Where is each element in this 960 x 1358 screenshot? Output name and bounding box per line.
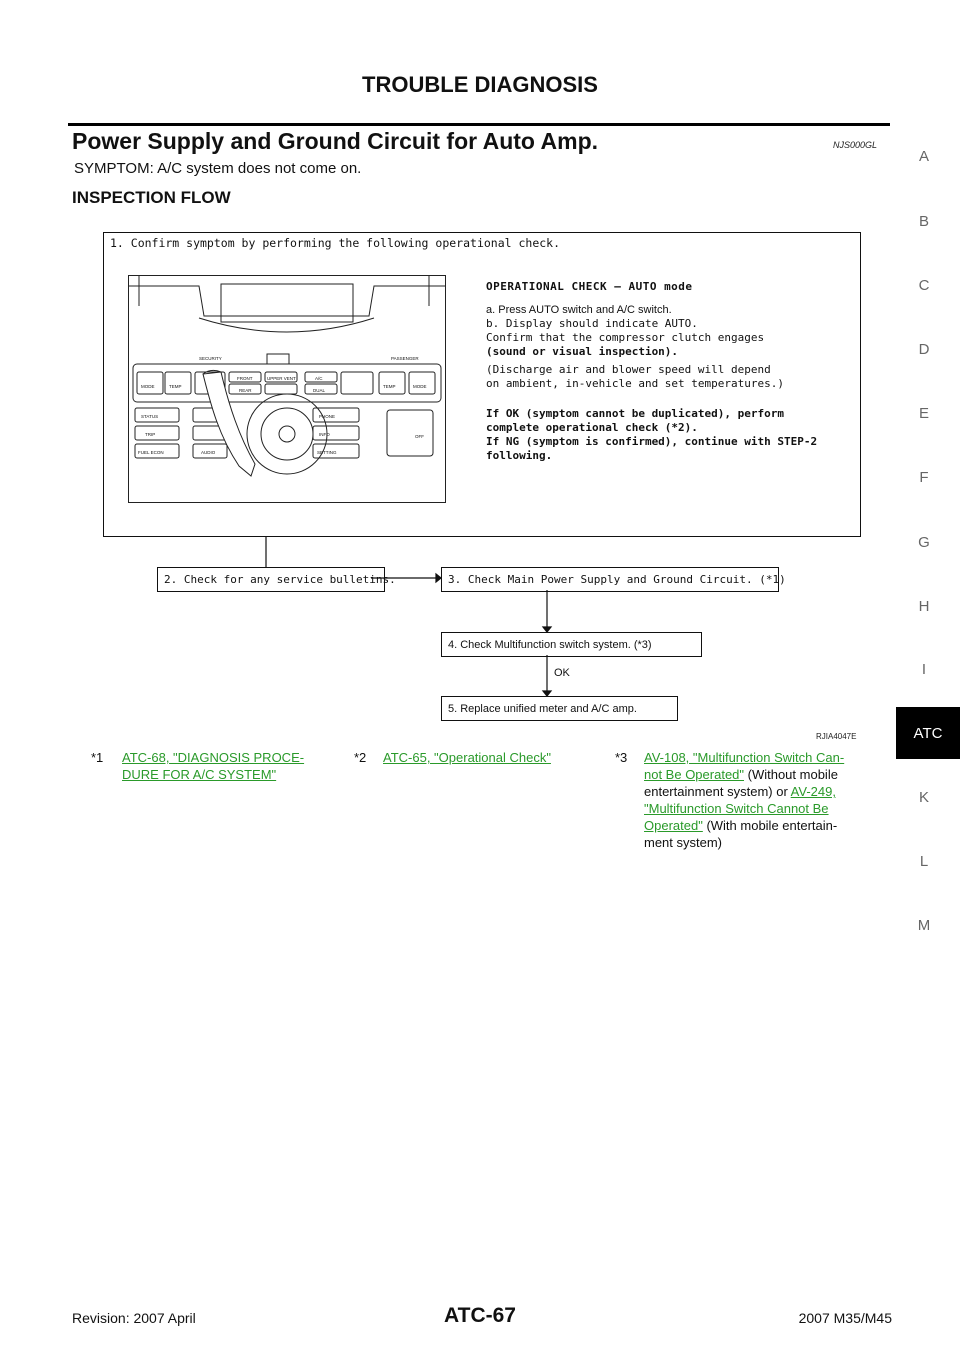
- panel-label-fuel-econ: FUEL ECON: [138, 450, 164, 455]
- panel-label-mode-right: MODE: [413, 384, 427, 389]
- step1-text: 1. Confirm symptom by performing the following operational check.: [110, 236, 561, 250]
- side-index-b[interactable]: B: [918, 213, 929, 230]
- panel-label-off: OFF: [415, 434, 424, 439]
- op-line-f: on ambient, in-vehicle and set temperatures.): [486, 377, 785, 390]
- footer-page-number: ATC-67: [444, 1304, 516, 1327]
- section-code: NJS000GL: [833, 140, 878, 150]
- footer-revision: Revision: 2007 April: [72, 1310, 196, 1326]
- footnote-3-link-line3[interactable]: AV-249,: [790, 784, 836, 799]
- panel-label-status: STATUS: [141, 414, 159, 419]
- footnote-3-link-line5[interactable]: Operated": [644, 818, 703, 833]
- panel-label-front: FRONT: [237, 376, 253, 381]
- step2-box: 2. Check for any service bulletins.: [157, 567, 385, 592]
- side-index-d[interactable]: D: [918, 341, 930, 358]
- side-index-i[interactable]: I: [921, 661, 927, 678]
- subheading: INSPECTION FLOW: [72, 188, 231, 207]
- control-panel-drawing: [129, 276, 445, 502]
- panel-label-upper-vent: UPPER VENT: [267, 376, 296, 381]
- step5-box: 5. Replace unified meter and A/C amp.: [441, 696, 678, 721]
- footnote-2-body: [383, 749, 551, 766]
- op-line-j: following.: [486, 449, 553, 462]
- footnote-3-text-line2: (Without mobile: [744, 767, 838, 782]
- side-index-c[interactable]: C: [918, 277, 930, 294]
- footnote-3-link-line1[interactable]: AV-108, "Multifunction Switch Can-: [644, 750, 845, 765]
- symptom-text: SYMPTOM: A/C system does not come on.: [74, 160, 362, 177]
- op-line-b: b. Display should indicate AUTO.: [486, 317, 698, 330]
- footnote-1-body: [122, 749, 304, 783]
- panel-label-audio: AUDIO: [201, 450, 216, 455]
- op-line-a: a. Press AUTO switch and A/C switch.: [486, 304, 672, 316]
- panel-label-security: SECURITY: [199, 356, 222, 361]
- panel-label-trip: TRIP: [145, 432, 156, 437]
- panel-label-info: INFO: [319, 432, 330, 437]
- footnote-2-link[interactable]: ATC-65, "Operational Check": [383, 750, 551, 765]
- footnote-3-body: [644, 749, 874, 851]
- panel-label-phone: PHONE: [319, 414, 336, 419]
- footnote-3-mark: *3: [615, 750, 628, 765]
- footnote-3-text-line5: (With mobile entertain-: [702, 818, 838, 833]
- side-index-f[interactable]: F: [919, 469, 929, 486]
- panel-label-passenger: PASSENGER: [391, 356, 419, 361]
- side-index-h[interactable]: H: [918, 598, 930, 615]
- op-line-c: Confirm that the compressor clutch engages: [486, 331, 765, 344]
- panel-label-dual: DUAL: [313, 388, 326, 393]
- footnote-3-link-line2[interactable]: not Be Operated": [644, 767, 745, 782]
- ok-label: OK: [554, 667, 570, 679]
- footnote-3-text-line6: ment system): [644, 835, 723, 850]
- footer-model: 2007 M35/M45: [798, 1310, 892, 1326]
- op-line-g: If OK (symptom cannot be duplicated), perform: [486, 407, 785, 420]
- panel-label-setting: SETTING: [317, 450, 337, 455]
- side-index-g[interactable]: G: [918, 534, 930, 551]
- side-index-k[interactable]: K: [918, 789, 929, 806]
- side-index-e[interactable]: E: [918, 405, 929, 422]
- op-line-h: complete operational check (*2).: [486, 421, 698, 434]
- step4-box: 4. Check Multifunction switch system. (*3): [441, 632, 702, 657]
- control-panel-illustration: [128, 275, 446, 503]
- panel-label-ac: A/C: [315, 376, 323, 381]
- footnote-1-mark: *1: [91, 750, 104, 765]
- op-line-e: (Discharge air and blower speed will depend: [486, 363, 771, 376]
- panel-label-rear: REAR: [239, 388, 252, 393]
- footnote-1-link-line2[interactable]: DURE FOR A/C SYSTEM": [122, 767, 277, 782]
- page-header-title: TROUBLE DIAGNOSIS: [362, 72, 598, 97]
- footnote-3-link-line4[interactable]: "Multifunction Switch Cannot Be: [644, 801, 829, 816]
- op-line-i: If NG (symptom is confirmed), continue with STEP-2: [486, 435, 818, 448]
- section-title: Power Supply and Ground Circuit for Auto Amp.: [72, 128, 599, 154]
- side-index-m[interactable]: M: [917, 917, 931, 934]
- step3-box: 3. Check Main Power Supply and Ground Circuit. (*1): [441, 567, 779, 592]
- panel-label-temp-left: TEMP: [169, 384, 182, 389]
- footnote-3-text-line3: entertainment system) or: [644, 784, 791, 799]
- side-index-a[interactable]: A: [918, 148, 929, 165]
- side-index-atc-tab[interactable]: ATC: [896, 707, 960, 759]
- side-index-l[interactable]: L: [919, 853, 929, 870]
- operational-check-title: OPERATIONAL CHECK – AUTO mode: [486, 280, 693, 293]
- footnote-1-link-line1[interactable]: ATC-68, "DIAGNOSIS PROCE-: [122, 750, 305, 765]
- figure-code: RJIA4047E: [816, 732, 857, 741]
- footnote-2-mark: *2: [354, 750, 367, 765]
- panel-label-mode-left: MODE: [141, 384, 155, 389]
- panel-label-temp-right: TEMP: [383, 384, 396, 389]
- op-line-d: (sound or visual inspection).: [486, 345, 679, 358]
